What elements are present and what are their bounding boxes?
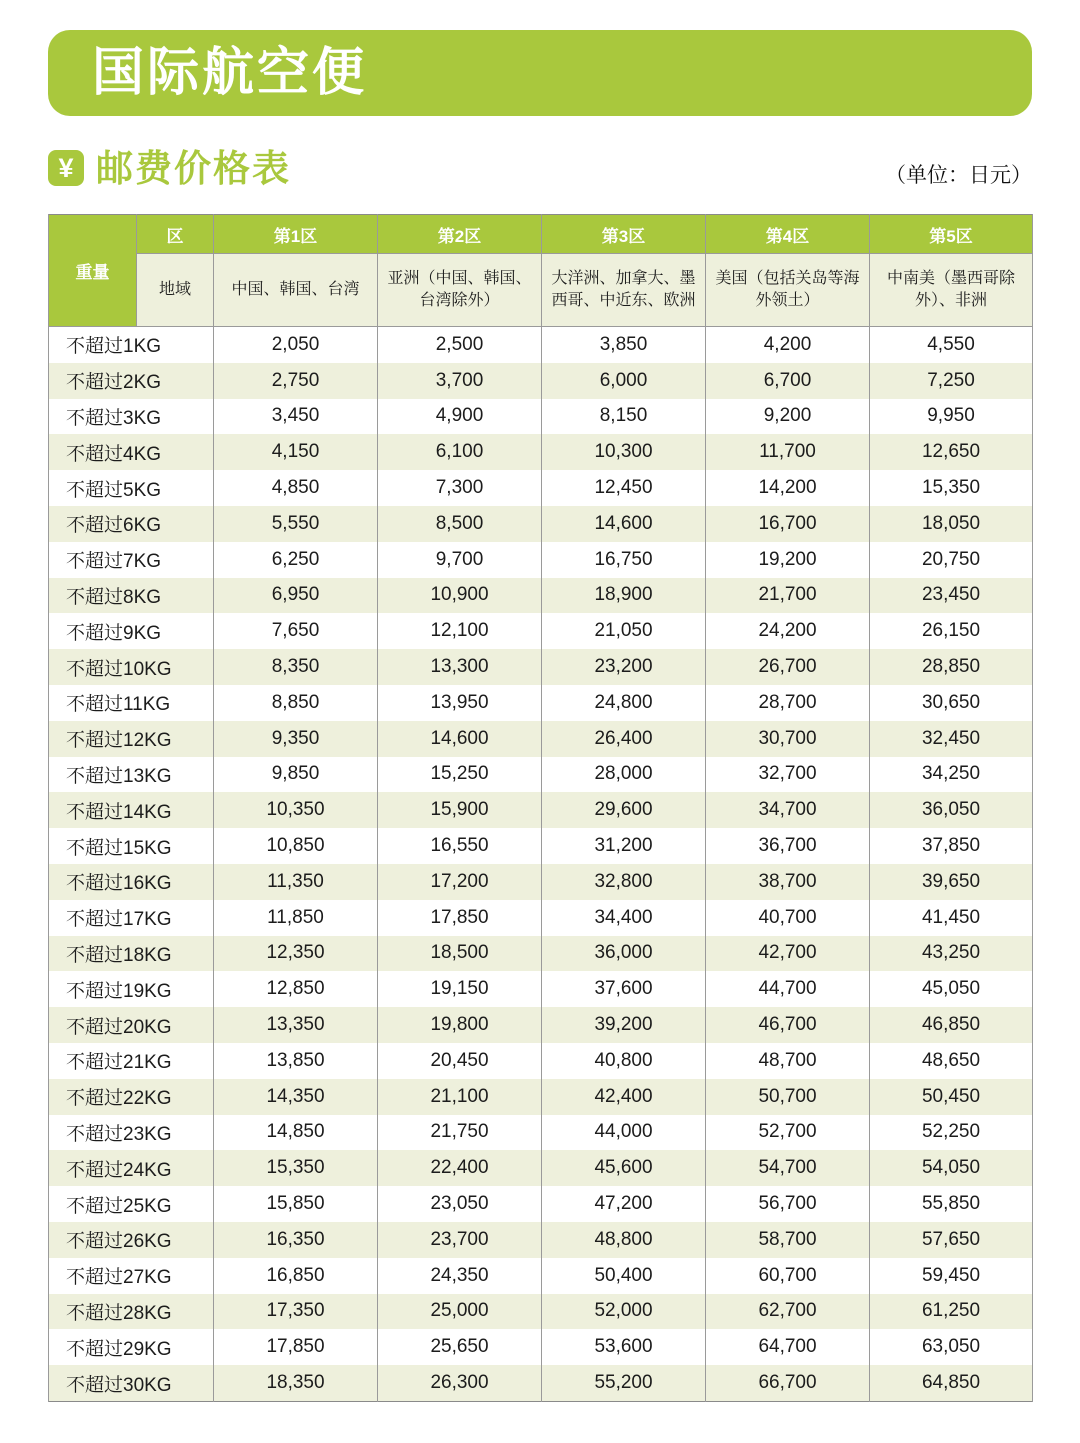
price-value: 9,700 (378, 542, 542, 578)
weight-label: 不超过9KG (49, 613, 214, 649)
price-value: 19,800 (378, 1007, 542, 1043)
price-value: 20,450 (378, 1043, 542, 1079)
price-value: 40,800 (542, 1043, 706, 1079)
page-banner (48, 30, 1032, 116)
price-value: 14,600 (542, 506, 706, 542)
price-value: 26,300 (378, 1365, 542, 1401)
price-value: 30,650 (870, 685, 1033, 721)
price-value: 7,300 (378, 470, 542, 506)
zone-4-header: 第4区 (706, 215, 870, 254)
price-value: 9,950 (870, 399, 1033, 435)
region-5-label: 中南美（墨西哥除外）、非洲 (870, 254, 1033, 327)
price-value: 26,400 (542, 721, 706, 757)
price-value: 61,250 (870, 1294, 1033, 1330)
price-value: 11,700 (706, 434, 870, 470)
price-value: 25,000 (378, 1294, 542, 1330)
price-value: 15,850 (214, 1186, 378, 1222)
table-row (49, 1150, 1033, 1186)
price-value: 57,650 (870, 1222, 1033, 1258)
weight-label: 不超过8KG (49, 578, 214, 614)
table-row (49, 721, 1033, 757)
price-value: 23,050 (378, 1186, 542, 1222)
price-value: 46,700 (706, 1007, 870, 1043)
price-value: 23,450 (870, 578, 1033, 614)
price-value: 24,800 (542, 685, 706, 721)
price-value: 23,200 (542, 649, 706, 685)
table-row (49, 434, 1033, 470)
price-value: 26,150 (870, 613, 1033, 649)
price-value: 36,000 (542, 936, 706, 972)
region-3-label: 大洋洲、加拿大、墨西哥、中近东、欧洲 (542, 254, 706, 327)
price-value: 5,550 (214, 506, 378, 542)
table-row (49, 936, 1033, 972)
weight-label: 不超过16KG (49, 864, 214, 900)
table-row (49, 578, 1033, 614)
price-value: 32,800 (542, 864, 706, 900)
price-value: 30,700 (706, 721, 870, 757)
price-value: 15,350 (214, 1150, 378, 1186)
price-value: 60,700 (706, 1258, 870, 1294)
table-row (49, 1258, 1033, 1294)
price-value: 18,500 (378, 936, 542, 972)
table-row (49, 542, 1033, 578)
price-value: 4,200 (706, 327, 870, 363)
price-value: 42,700 (706, 936, 870, 972)
weight-label: 不超过7KG (49, 542, 214, 578)
price-value: 2,050 (214, 327, 378, 363)
table-row (49, 828, 1033, 864)
price-value: 18,050 (870, 506, 1033, 542)
price-value: 4,900 (378, 399, 542, 435)
price-value: 6,700 (706, 363, 870, 399)
price-value: 13,950 (378, 685, 542, 721)
price-value: 31,200 (542, 828, 706, 864)
price-value: 46,850 (870, 1007, 1033, 1043)
price-table-body (49, 327, 1033, 1402)
weight-label: 不超过17KG (49, 900, 214, 936)
price-value: 28,850 (870, 649, 1033, 685)
price-value: 22,400 (378, 1150, 542, 1186)
price-value: 16,350 (214, 1222, 378, 1258)
price-value: 21,750 (378, 1115, 542, 1151)
price-value: 28,700 (706, 685, 870, 721)
table-row (49, 792, 1033, 828)
price-value: 19,200 (706, 542, 870, 578)
price-value: 53,600 (542, 1329, 706, 1365)
table-row (49, 1294, 1033, 1330)
price-value: 11,850 (214, 900, 378, 936)
price-value: 14,600 (378, 721, 542, 757)
region-4-label: 美国（包括关岛等海外领土） (706, 254, 870, 327)
section-title: 邮费价格表 (96, 147, 291, 189)
region-1-label: 中国、韩国、台湾 (214, 254, 378, 327)
weight-label: 不超过6KG (49, 506, 214, 542)
region-row-label: 地域 (137, 254, 214, 327)
weight-label: 不超过21KG (49, 1043, 214, 1079)
weight-label: 不超过26KG (49, 1222, 214, 1258)
price-value: 48,700 (706, 1043, 870, 1079)
price-value: 14,200 (706, 470, 870, 506)
table-row (49, 1115, 1033, 1151)
price-value: 50,450 (870, 1079, 1033, 1115)
price-value: 12,350 (214, 936, 378, 972)
weight-label: 不超过25KG (49, 1186, 214, 1222)
table-row (49, 363, 1033, 399)
price-value: 48,650 (870, 1043, 1033, 1079)
price-value: 15,900 (378, 792, 542, 828)
price-value: 50,700 (706, 1079, 870, 1115)
price-value: 41,450 (870, 900, 1033, 936)
price-value: 59,450 (870, 1258, 1033, 1294)
price-value: 63,050 (870, 1329, 1033, 1365)
price-value: 8,350 (214, 649, 378, 685)
price-value: 12,450 (542, 470, 706, 506)
table-row (49, 971, 1033, 1007)
price-value: 64,700 (706, 1329, 870, 1365)
price-value: 29,600 (542, 792, 706, 828)
weight-label: 不超过20KG (49, 1007, 214, 1043)
price-value: 52,000 (542, 1294, 706, 1330)
price-value: 2,750 (214, 363, 378, 399)
zone-2-header: 第2区 (378, 215, 542, 254)
weight-corner-label: 重量 (49, 215, 137, 327)
price-value: 47,200 (542, 1186, 706, 1222)
price-value: 66,700 (706, 1365, 870, 1401)
weight-label: 不超过14KG (49, 792, 214, 828)
price-value: 3,700 (378, 363, 542, 399)
price-value: 6,100 (378, 434, 542, 470)
weight-label: 不超过1KG (49, 327, 214, 363)
region-header-row (49, 254, 1033, 327)
price-value: 21,100 (378, 1079, 542, 1115)
price-value: 14,850 (214, 1115, 378, 1151)
price-value: 9,850 (214, 757, 378, 793)
price-value: 54,050 (870, 1150, 1033, 1186)
price-value: 17,350 (214, 1294, 378, 1330)
price-value: 55,200 (542, 1365, 706, 1401)
price-value: 56,700 (706, 1186, 870, 1222)
weight-label: 不超过27KG (49, 1258, 214, 1294)
price-value: 7,650 (214, 613, 378, 649)
table-row (49, 1365, 1033, 1401)
price-value: 58,700 (706, 1222, 870, 1258)
price-value: 52,250 (870, 1115, 1033, 1151)
price-value: 8,150 (542, 399, 706, 435)
price-value: 6,950 (214, 578, 378, 614)
table-row (49, 506, 1033, 542)
price-table (48, 214, 1033, 1402)
weight-label: 不超过4KG (49, 434, 214, 470)
table-row (49, 399, 1033, 435)
table-row (49, 1043, 1033, 1079)
price-value: 40,700 (706, 900, 870, 936)
price-value: 17,850 (378, 900, 542, 936)
price-value: 4,850 (214, 470, 378, 506)
price-value: 8,500 (378, 506, 542, 542)
price-value: 48,800 (542, 1222, 706, 1258)
price-value: 4,150 (214, 434, 378, 470)
price-value: 62,700 (706, 1294, 870, 1330)
price-value: 44,000 (542, 1115, 706, 1151)
price-value: 18,900 (542, 578, 706, 614)
price-value: 21,700 (706, 578, 870, 614)
price-value: 9,350 (214, 721, 378, 757)
weight-label: 不超过11KG (49, 685, 214, 721)
section-header (48, 148, 1032, 188)
price-value: 10,350 (214, 792, 378, 828)
weight-label: 不超过23KG (49, 1115, 214, 1151)
region-2-label: 亚洲（中国、韩国、台湾除外） (378, 254, 542, 327)
price-value: 36,700 (706, 828, 870, 864)
table-row (49, 900, 1033, 936)
price-value: 10,300 (542, 434, 706, 470)
price-value: 16,750 (542, 542, 706, 578)
table-row (49, 1222, 1033, 1258)
price-value: 19,150 (378, 971, 542, 1007)
price-value: 24,200 (706, 613, 870, 649)
price-value: 6,000 (542, 363, 706, 399)
price-value: 34,700 (706, 792, 870, 828)
table-row (49, 613, 1033, 649)
price-value: 15,250 (378, 757, 542, 793)
table-row (49, 1329, 1033, 1365)
price-value: 55,850 (870, 1186, 1033, 1222)
table-row (49, 685, 1033, 721)
price-value: 9,200 (706, 399, 870, 435)
weight-label: 不超过10KG (49, 649, 214, 685)
page-title: 国际航空便 (92, 44, 368, 102)
price-value: 38,700 (706, 864, 870, 900)
table-row (49, 1186, 1033, 1222)
price-value: 21,050 (542, 613, 706, 649)
price-value: 3,850 (542, 327, 706, 363)
price-value: 8,850 (214, 685, 378, 721)
weight-label: 不超过5KG (49, 470, 214, 506)
table-row (49, 649, 1033, 685)
price-value: 64,850 (870, 1365, 1033, 1401)
price-value: 20,750 (870, 542, 1033, 578)
weight-label: 不超过15KG (49, 828, 214, 864)
price-value: 23,700 (378, 1222, 542, 1258)
weight-label: 不超过2KG (49, 363, 214, 399)
weight-label: 不超过19KG (49, 971, 214, 1007)
price-value: 13,850 (214, 1043, 378, 1079)
zone-1-header: 第1区 (214, 215, 378, 254)
price-value: 43,250 (870, 936, 1033, 972)
price-value: 12,100 (378, 613, 542, 649)
weight-label: 不超过12KG (49, 721, 214, 757)
table-row (49, 757, 1033, 793)
price-value: 7,250 (870, 363, 1033, 399)
yen-icon: ¥ (48, 150, 84, 186)
weight-label: 不超过29KG (49, 1329, 214, 1365)
price-value: 13,350 (214, 1007, 378, 1043)
price-value: 2,500 (378, 327, 542, 363)
price-value: 34,400 (542, 900, 706, 936)
price-value: 12,650 (870, 434, 1033, 470)
price-value: 34,250 (870, 757, 1033, 793)
price-value: 4,550 (870, 327, 1033, 363)
weight-label: 不超过22KG (49, 1079, 214, 1115)
price-value: 28,000 (542, 757, 706, 793)
price-value: 11,350 (214, 864, 378, 900)
weight-label: 不超过30KG (49, 1365, 214, 1401)
price-value: 15,350 (870, 470, 1033, 506)
price-value: 52,700 (706, 1115, 870, 1151)
price-value: 16,700 (706, 506, 870, 542)
weight-label: 不超过3KG (49, 399, 214, 435)
price-value: 25,650 (378, 1329, 542, 1365)
price-value: 54,700 (706, 1150, 870, 1186)
price-value: 10,850 (214, 828, 378, 864)
price-value: 13,300 (378, 649, 542, 685)
price-value: 50,400 (542, 1258, 706, 1294)
price-value: 24,350 (378, 1258, 542, 1294)
price-value: 14,350 (214, 1079, 378, 1115)
price-value: 42,400 (542, 1079, 706, 1115)
zone-3-header: 第3区 (542, 215, 706, 254)
table-row (49, 864, 1033, 900)
price-value: 17,200 (378, 864, 542, 900)
price-value: 32,450 (870, 721, 1033, 757)
zone-5-header: 第5区 (870, 215, 1033, 254)
weight-label: 不超过28KG (49, 1294, 214, 1330)
price-value: 10,900 (378, 578, 542, 614)
price-value: 17,850 (214, 1329, 378, 1365)
price-value: 6,250 (214, 542, 378, 578)
table-row (49, 1079, 1033, 1115)
price-value: 16,850 (214, 1258, 378, 1294)
price-value: 45,050 (870, 971, 1033, 1007)
zone-row-label: 区 (137, 215, 214, 254)
price-value: 12,850 (214, 971, 378, 1007)
price-value: 32,700 (706, 757, 870, 793)
weight-label: 不超过13KG (49, 757, 214, 793)
table-row (49, 1007, 1033, 1043)
weight-label: 不超过18KG (49, 936, 214, 972)
price-value: 37,600 (542, 971, 706, 1007)
table-row (49, 470, 1033, 506)
zone-header-row (49, 215, 1033, 254)
price-value: 37,850 (870, 828, 1033, 864)
table-row (49, 327, 1033, 363)
unit-note: （单位：日元） (885, 163, 1032, 187)
price-value: 39,650 (870, 864, 1033, 900)
weight-label: 不超过24KG (49, 1150, 214, 1186)
price-value: 45,600 (542, 1150, 706, 1186)
price-value: 26,700 (706, 649, 870, 685)
price-value: 39,200 (542, 1007, 706, 1043)
price-value: 44,700 (706, 971, 870, 1007)
price-value: 16,550 (378, 828, 542, 864)
price-value: 3,450 (214, 399, 378, 435)
price-value: 36,050 (870, 792, 1033, 828)
price-value: 18,350 (214, 1365, 378, 1401)
